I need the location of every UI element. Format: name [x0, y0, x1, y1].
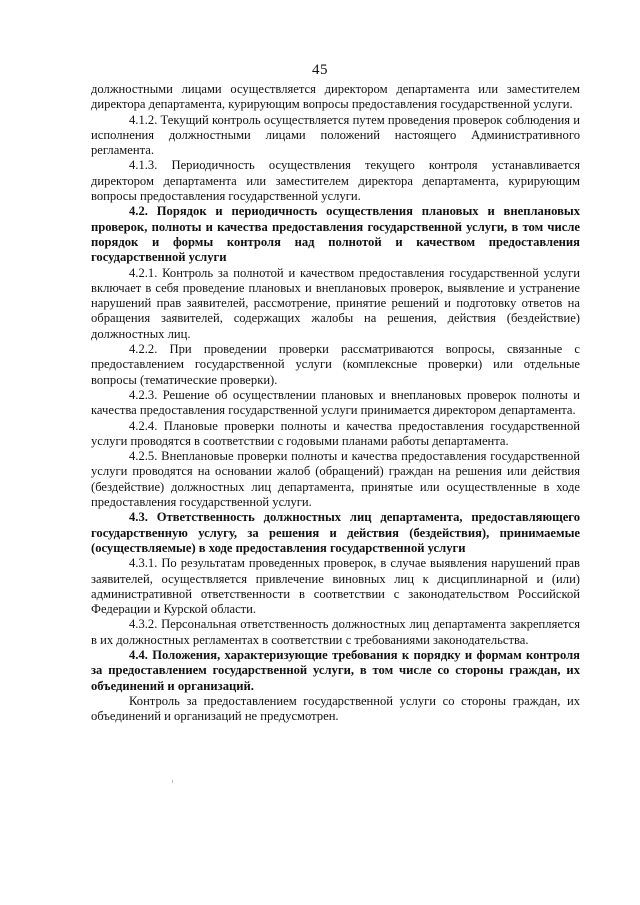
paragraph: 4.3.1. По результатам проведенных проверок, в случае выявления нарушений прав заявителей, осуществляется привлечение виновных лиц к дисциплинарной и (или) административной ответственности в соответствии с законодательством Российской Федерации и Курской области. — [91, 556, 580, 617]
page-number: 45 — [312, 62, 328, 78]
paragraph: 4.2.2. При проведении проверки рассматриваются вопросы, связанные с предоставлением государственной услуги (комплексные проверки) или отдельные вопросы (тематические проверки). — [91, 342, 580, 387]
section-heading: 4.4. Положения, характеризующие требования к порядку и формам контроля за предоставлением государственной услуги, в том числе со стороны граждан, их объединений и организаций. — [91, 647, 580, 693]
paragraph: 4.1.2. Текущий контроль осуществляется путем проведения проверок соблюдения и исполнения должностными лицами положений настоящего Административного регламента. — [91, 112, 580, 158]
paragraph: Контроль за предоставлением государственной услуги со стороны граждан, их объединений и организаций не предусмотрен. — [91, 693, 580, 724]
paragraph: 4.2.1. Контроль за полнотой и качеством предоставления государственной услуги включает в себя проведение плановых и внеплановых проверок, выявление и устранение нарушений прав заявителей, рассмотрение, принятие решений и подготовку ответов на обращения заявителей, содержащих жалобы на решения, действия (бездействие) должностных лиц. — [91, 265, 580, 341]
paragraph: 4.3.2. Персональная ответственность должностных лиц департамента закрепляется в их должностных регламентах в соответствии с требованиями законодательства. — [91, 617, 580, 647]
paragraph: 4.2.3. Решение об осуществлении плановых и внеплановых проверок полноты и качества предоставления государственной услуги принимается директором департамента. — [91, 387, 580, 418]
section-heading: 4.3. Ответственность должностных лиц департамента, предоставляющего государственную услугу, за решения и действия (бездействия), принимаемые (осуществляемые) в ходе предоставления государственной услуги — [91, 510, 580, 555]
paragraph: 4.2.4. Плановые проверки полноты и качества предоставления государственной услуги проводятся в соответствии с годовыми планами работы департамента. — [91, 418, 580, 448]
paragraph: 4.2.5. Внеплановые проверки полноты и качества предоставления государственной услуги проводятся на основании жалоб (обращений) граждан на решения или действия (бездействие) должностных лиц департамента, принятые или осуществленные в ходе предоставления государственной услуги. — [91, 449, 580, 510]
paragraph: должностными лицами осуществляется директором департамента или заместителем директора департамента, курирующим вопросы предоставления государственной услуги. — [91, 82, 580, 112]
paragraph: 4.1.3. Периодичность осуществления текущего контроля устанавливается директором департамента или заместителем директора департамента, курирующим вопросы предоставления государственной услуги. — [91, 158, 580, 204]
scan-artifact — [172, 780, 173, 783]
document-body — [91, 82, 580, 724]
section-heading: 4.2. Порядок и периодичность осуществления плановых и внеплановых проверок, полноты и качества предоставления государственной услуги, в том числе порядок и формы контроля над полнотой и качеством предоставления государственной услуги — [91, 204, 580, 265]
